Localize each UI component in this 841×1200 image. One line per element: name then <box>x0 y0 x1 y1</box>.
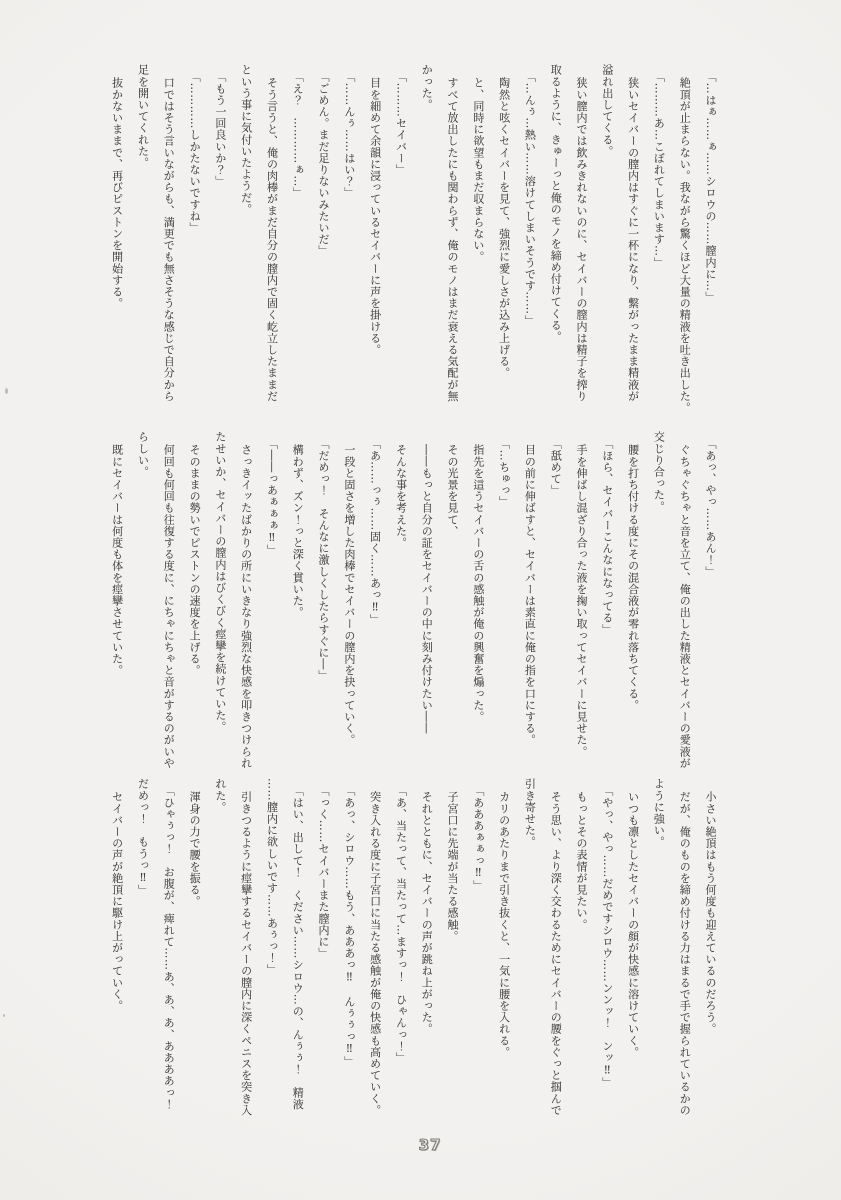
text-line: 渾身の力で腰を振る。 <box>188 791 202 907</box>
text-line: 「…………しかたないですね」 <box>188 71 202 234</box>
text-line: 「ほら、セイバーこんなになってる」 <box>600 438 614 636</box>
text-line: ぐちゃぐちゃと音を立て、俺の出した精液とセイバーの愛液が <box>678 444 692 769</box>
text-line: 「あっ、やっ……あん！」 <box>704 438 717 578</box>
text-line: 取るように、きゅーっと俺のモノを締め付けてくる。 <box>549 64 563 343</box>
text-line: 突き入れる度に子宮口に当たる感触が俺の快感も高めていく。 <box>368 791 382 1116</box>
text-line: 口ではそう言いながらも、満更でも無さそうな感じで自分から <box>162 77 176 402</box>
text-line: 足を開いてくれた。 <box>136 64 150 169</box>
text-line: 目の前に伸ばすと、セイバーは素直に俺の指を口にする。 <box>523 444 537 746</box>
text-line: 「っく……セイバーまた膣内に」 <box>317 785 331 959</box>
text-line: 一段と固さを増した肉棒でセイバーの膣内を抉っていく。 <box>342 444 356 746</box>
text-band-top <box>103 64 723 416</box>
text-line: 狭いセイバーの膣内はすぐに一杯になり、繋がったまま精液が <box>626 77 640 402</box>
text-line: 既にセイバーは何度も体を痙攣させていた。 <box>110 444 124 676</box>
page-number: 37 <box>418 1136 442 1154</box>
text-line: 「………あ…こぼれてしまいます…」 <box>652 71 666 269</box>
text-line: 「もう一回良いか？」 <box>213 71 227 187</box>
text-line: だめっ！ もうっ‼」 <box>136 778 150 896</box>
text-line: そんな事を考えた。 <box>394 444 408 549</box>
text-line: 狭い膣内では飲みきれないのに、セイバーの膣内は精子を搾り <box>575 77 589 402</box>
text-line: 目を細めて余韻に浸っているセイバーに声を掛ける。 <box>368 77 382 356</box>
text-line: ――もっと自分の証をセイバーの中に刻み付けたい―― <box>420 444 434 734</box>
text-line: 交じり合った。 <box>652 431 666 513</box>
text-line: すべて放出したにも関わらず、俺のモノはまだ衰える気配が無 <box>446 77 460 402</box>
text-line: 手を伸ばし混ざり合った液を掬い取ってセイバーに見せた。 <box>575 444 589 758</box>
text-line: 引きつるように痙攣するセイバーの膣内に深くペニスを突き入 <box>239 791 253 1116</box>
text-line: ……膣内に欲しいです……あぅっ！」 <box>265 778 279 976</box>
text-line: そのままの勢いでピストンの速度を上げる。 <box>188 444 202 676</box>
text-line: 「…ちゅっ」 <box>497 438 511 508</box>
text-line: 何回も何回も往復する度に、にちゃにちゃと音がするのがいや <box>162 444 176 769</box>
text-line: いつも凛としたセイバーの顔が快感に溶けていく。 <box>626 791 640 1058</box>
scan-speck <box>5 388 8 394</box>
text-line: その光景を見て、 <box>446 444 460 537</box>
text-line: 「はい、出して！ ください……シロウ…の、んぅぅ！ 精液 <box>291 785 305 1110</box>
text-line: 「え？ …………ぁ…」 <box>291 71 305 199</box>
text-line: セイバーの声が絶頂に駆け上がっていく。 <box>110 791 124 1012</box>
text-line: 「…んぅ…熱い……溶けてしまいそうです……」 <box>523 71 537 327</box>
text-line: と、同時に欲望もまだ収まらない。 <box>471 77 485 263</box>
text-line: さっきイッたばかりの所にいきなり強烈な快感を叩きつけられ <box>239 444 253 769</box>
text-line: らしい。 <box>136 431 150 478</box>
text-line: 「……んぅ……はい？」 <box>342 71 356 199</box>
text-line: 「――っあぁぁぁ‼」 <box>265 438 279 556</box>
text-line: 構わず、ズン！っと深く貫いた。 <box>291 444 305 618</box>
text-line: 子宮口に先端が当たる感触。 <box>446 791 460 942</box>
text-line: 「ごめん。まだ足りないみたいだ」 <box>317 71 331 257</box>
text-line: 「やっ、やっ……だめですシロウ……ンンッ！ ンッ‼」 <box>600 785 614 1089</box>
text-line: 「…はぁ……ぁ……シロウの……膣内に…」 <box>704 71 717 303</box>
text-line: 抜かないままで、再びピストンを開始する。 <box>110 77 124 309</box>
text-line: 絶頂が止まらない。我ながら驚くほど大量の精液を吐き出した。 <box>678 77 692 414</box>
text-line: もっとその表情が見たい。 <box>575 791 589 931</box>
text-line: そう言うと、俺の肉棒がまだ自分の膣内で固く屹立したままだ <box>265 77 279 402</box>
text-line: れた。 <box>213 778 227 813</box>
text-line: という事に気付いたようだ。 <box>239 64 253 215</box>
text-line: カリのあたりまで引き抜くと、一気に腰を入れる。 <box>497 791 511 1058</box>
text-line: 陶然と呟くセイバーを見て、強烈に愛しさが込み上げる。 <box>497 77 511 379</box>
text-line: そう思い、より深く交わるためにセイバーの腰をぐっと掴んで <box>549 791 563 1116</box>
text-line: ように強い。 <box>652 778 666 848</box>
text-line: 「舐めて」 <box>549 438 563 496</box>
text-line: それとともに、セイバーの声が跳ね上がった。 <box>420 791 434 1035</box>
text-line: 「あああぁぁっ‼」 <box>471 785 485 892</box>
text-line: 「………セイバー」 <box>394 71 408 176</box>
text-band-bottom <box>103 778 723 1130</box>
text-line: たせいか、セイバーの膣内はびくびく痙攣を続けていた。 <box>213 431 227 733</box>
text-line: 「だめっ！ そんなに激しくしたらすぐに―」 <box>317 438 331 682</box>
scan-speck <box>3 1014 5 1017</box>
text-line: 小さい絶頂はもう何度も迎えているのだろう。 <box>704 791 717 1035</box>
text-line: だが、俺のものを締め付ける力はまるで手で握られているかの <box>678 791 692 1116</box>
text-line: 引き寄せた。 <box>523 778 537 848</box>
text-line: 「あ……っぅ……固く……あっ‼」 <box>368 438 382 626</box>
text-line: 「あ、当たって、当たって…ますっ！ ひゃんっ！」 <box>394 785 408 1064</box>
text-line: 「ひゃぅっ！ お腹が、痺れて……あ、あ、あ、ああああっ！ <box>162 785 176 1110</box>
text-line: 「あっ、シロウ……もう、あああっ‼ んぅぅっ‼」 <box>342 785 356 1068</box>
text-line: かった。 <box>420 64 434 111</box>
text-line: 指先を這うセイバーの舌の感触が俺の興奮を煽った。 <box>471 444 485 723</box>
text-band-middle <box>103 431 723 783</box>
text-line: 腰を打ち付ける度にその混合液が零れ落ちてくる。 <box>626 444 640 711</box>
text-line: 溢れ出してくる。 <box>600 64 614 157</box>
